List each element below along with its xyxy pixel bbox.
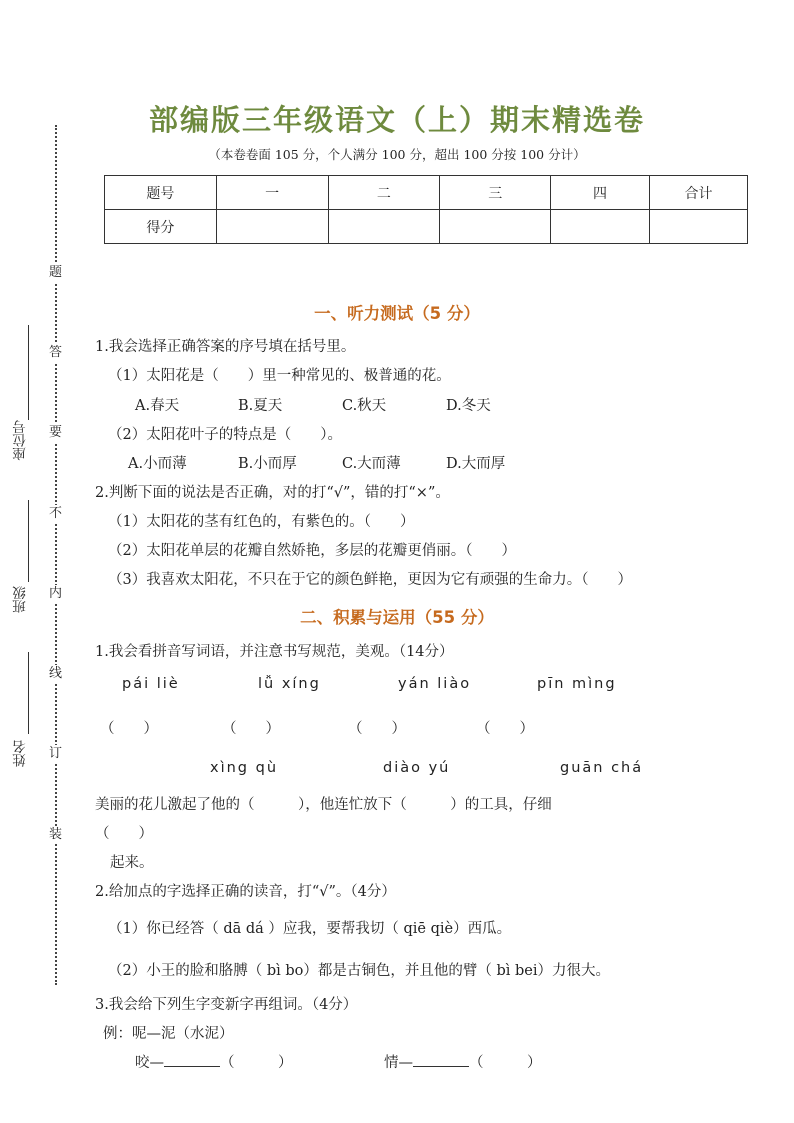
score-header-cell: 三 — [440, 176, 551, 210]
s2-q3-item-2-char: 情— — [384, 1055, 413, 1071]
score-header-cell: 合计 — [650, 176, 748, 210]
binding-char: 答 — [49, 345, 63, 360]
score-cell[interactable] — [551, 210, 650, 244]
s1-q2-item-1: （1）太阳花的茎有红色的，有紫色的。（ ） — [108, 514, 415, 530]
pinyin-diao-yu: diào yú — [383, 760, 451, 776]
class-blank[interactable] — [28, 500, 29, 582]
s2-q3-example: 例：呢—泥（水泥） — [103, 1026, 234, 1042]
s2-q3-item-1 — [135, 1051, 293, 1072]
score-table — [104, 175, 748, 244]
s2-q3-item-2-paren[interactable]: （ ） — [469, 1055, 542, 1071]
s1-q1-stem: 1.我会选择正确答案的序号填在括号里。 — [95, 339, 356, 355]
score-cell[interactable] — [216, 210, 328, 244]
class-label: 班级 — [13, 586, 29, 613]
s2-q1-stem: 1.我会看拼音写词语，并注意书写规范，美观。（14分） — [95, 644, 454, 660]
score-cell[interactable] — [328, 210, 440, 244]
binding-char: 题 — [49, 265, 63, 280]
s1-q2-item-3: （3）我喜欢太阳花，不只在于它的颜色鲜艳，更因为它有顽强的生命力。（ ） — [108, 572, 632, 588]
name-blank[interactable] — [28, 652, 29, 734]
binding-char: 要 — [49, 425, 63, 440]
score-table-score-row — [105, 210, 748, 244]
s2-q3-item-1-paren[interactable]: （ ） — [220, 1055, 293, 1071]
s1-q1-sub1-option-a: A.春天 — [135, 398, 180, 414]
page-title: 部编版三年级语文（上）期末精选卷 — [148, 103, 645, 137]
score-table-header-row — [105, 176, 748, 210]
section1-title: 一、听力测试（5 分） — [314, 304, 480, 323]
pinyin-guan-cha: guān chá — [560, 760, 644, 776]
section2-title: 二、积累与运用（55 分） — [300, 608, 494, 627]
binding-char: 不 — [49, 506, 63, 521]
s2-q3-stem: 3.我会给下列生字变新字再组词。（4分） — [95, 997, 358, 1013]
name-label: 姓名 — [13, 740, 29, 767]
s2-q3-item-2 — [384, 1051, 542, 1072]
score-cell[interactable] — [440, 210, 551, 244]
s2-q1-sentence-paren[interactable]: （ ） — [95, 826, 153, 842]
answer-paren-3[interactable]: （ ） — [348, 721, 406, 737]
s1-q1-sub2: （2）太阳花叶子的特点是（ ）。 — [108, 427, 342, 443]
s1-q1-sub1-option-b: B.夏天 — [238, 398, 283, 414]
pinyin-yan-liao: yán liào — [398, 676, 472, 692]
pinyin-pai-lie: pái liè — [122, 676, 180, 692]
binding-char: 订 — [49, 746, 63, 761]
s1-q1-sub2-option-d: D.大而厚 — [446, 456, 506, 472]
pinyin-lv-xing: lǚ xíng — [258, 676, 321, 692]
s2-q3-item-2-blank[interactable] — [413, 1054, 469, 1067]
seat-number-blank[interactable] — [28, 325, 29, 420]
s1-q2-item-2: （2）太阳花单层的花瓣自然娇艳，多层的花瓣更俏丽。（ ） — [108, 543, 516, 559]
score-header-cell: 二 — [328, 176, 440, 210]
s1-q1-sub1: （1）太阳花是（ ）里一种常见的、极普通的花。 — [108, 368, 451, 384]
s2-q1-sentence: 美丽的花儿激起了他的（ ），他连忙放下（ ）的工具，仔细 — [95, 797, 552, 813]
seat-number-label: 座位号 — [13, 420, 29, 461]
answer-paren-4[interactable]: （ ） — [476, 721, 534, 737]
binding-char: 线 — [49, 666, 63, 681]
s2-q3-item-1-blank[interactable] — [164, 1054, 220, 1067]
s2-q2-item-2: （2）小王的脸和胳膊（ bì bo）都是古铜色，并且他的臂（ bì bei）力很大。 — [108, 963, 611, 979]
s2-q3-item-1-char: 咬— — [135, 1055, 164, 1071]
binding-dotted-line — [55, 125, 57, 985]
s2-q2-stem: 2.给加点的字选择正确的读音，打“√”。（4分） — [95, 884, 396, 900]
score-header-cell: 题号 — [105, 176, 217, 210]
score-header-cell: 一 — [216, 176, 328, 210]
s1-q1-sub2-option-c: C.大而薄 — [342, 456, 401, 472]
s1-q1-sub2-option-b: B.小而厚 — [238, 456, 297, 472]
answer-paren-2[interactable]: （ ） — [222, 721, 280, 737]
score-row-label: 得分 — [105, 210, 217, 244]
score-cell[interactable] — [650, 210, 748, 244]
s1-q1-sub2-option-a: A.小而薄 — [128, 456, 187, 472]
s1-q1-sub1-option-c: C.秋天 — [342, 398, 387, 414]
s2-q1-sentence-end: 起来。 — [110, 855, 154, 871]
s2-q2-item-1: （1）你已经答（ dā dá ）应我，要帮我切（ qiē qiè）西瓜。 — [108, 921, 512, 937]
s1-q2-stem: 2.判断下面的说法是否正确，对的打“√”，错的打“×”。 — [95, 485, 450, 501]
pinyin-pin-ming: pīn mìng — [537, 676, 617, 692]
score-header-cell: 四 — [551, 176, 650, 210]
binding-char: 装 — [49, 827, 63, 842]
s1-q1-sub1-option-d: D.冬天 — [446, 398, 491, 414]
page-subtitle: （本卷卷面 105 分，个人满分 100 分，超出 100 分按 100 分计） — [208, 147, 586, 162]
pinyin-xing-qu: xìng qù — [210, 760, 279, 776]
answer-paren-1[interactable]: （ ） — [100, 721, 158, 737]
binding-char: 内 — [49, 586, 63, 601]
